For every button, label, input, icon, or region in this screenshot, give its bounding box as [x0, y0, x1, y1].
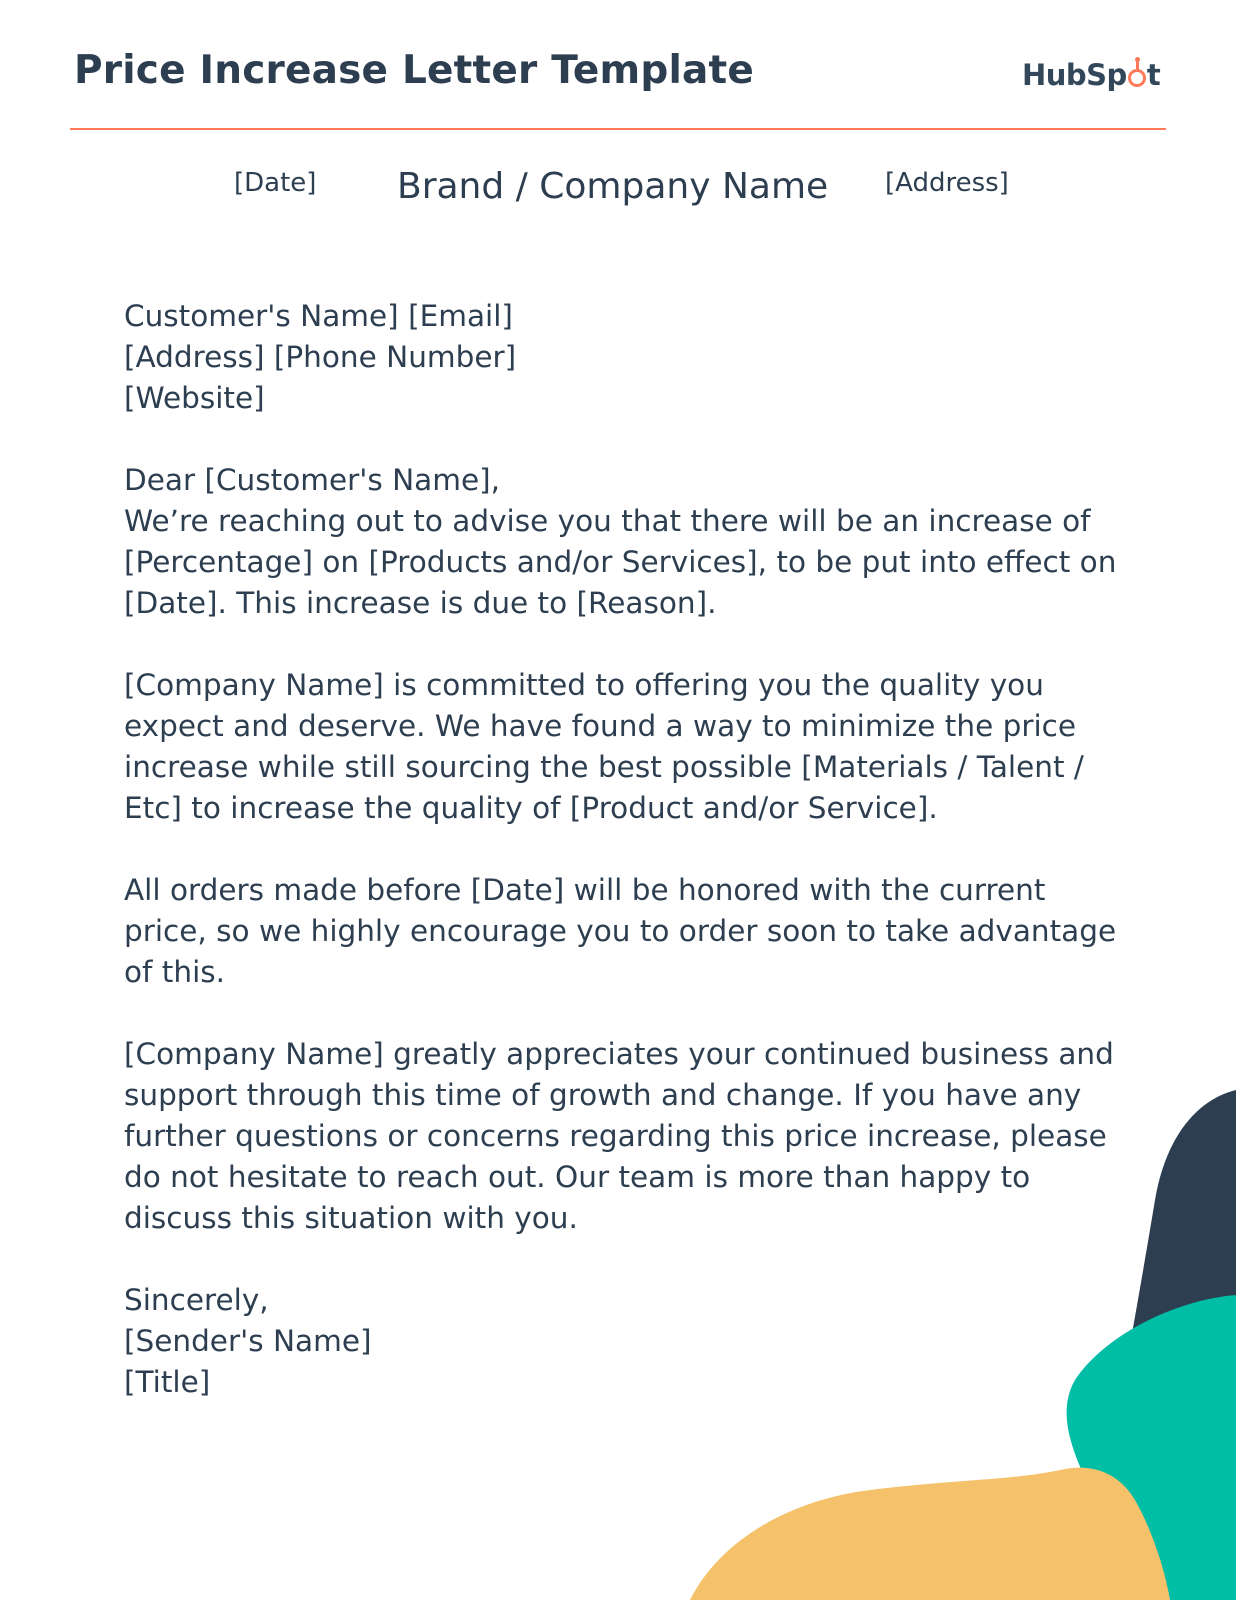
logo-text-left: HubSp [1022, 58, 1127, 92]
sender-name: [Sender's Name] [124, 1324, 372, 1358]
navy-blob [1130, 1090, 1236, 1345]
recipient-line-1: Customer's Name] [Email] [124, 299, 513, 333]
letterhead-company-name: Brand / Company Name [397, 166, 829, 207]
header-divider [70, 128, 1166, 130]
paragraph-2: [Company Name] is committed to offering you the quality you expect and deserve. We have found a way to minimize the price increase while still sourcing the best possible [Materials / Talent / Etc] to increase the quality of [Product and/or Service]. [124, 668, 1084, 825]
paragraph-4: [Company Name] greatly appreciates your continued business and support through this time of growth and change. If you have any further questions or concerns regarding this price increase, please do not hesitate to reach out. Our team is more than happy to discuss this situation with you. [124, 1037, 1114, 1235]
sprocket-icon [1128, 69, 1146, 87]
hubspot-logo [1022, 58, 1160, 92]
signoff: Sincerely, [124, 1283, 269, 1317]
logo-text-right: t [1146, 58, 1161, 92]
greeting: Dear [Customer's Name], [124, 463, 501, 497]
sender-title: [Title] [124, 1365, 211, 1399]
letterhead-date: [Date] [234, 168, 317, 198]
recipient-line-3: [Website] [124, 381, 265, 415]
letter-body [124, 296, 1124, 1403]
yellow-blob [690, 1468, 1170, 1600]
recipient-line-2: [Address] [Phone Number] [124, 340, 517, 374]
paragraph-3: All orders made before [Date] will be honored with the current price, so we highly encourage you to order soon to take advantage of this. [124, 873, 1117, 989]
document-title: Price Increase Letter Template [74, 48, 755, 93]
paragraph-1: We’re reaching out to advise you that there will be an increase of [Percentage] on [Products and/or Services], to be put into effect on [Date]. This increase is due to [Reason]. [124, 504, 1117, 620]
letterhead-address: [Address] [885, 168, 1009, 198]
